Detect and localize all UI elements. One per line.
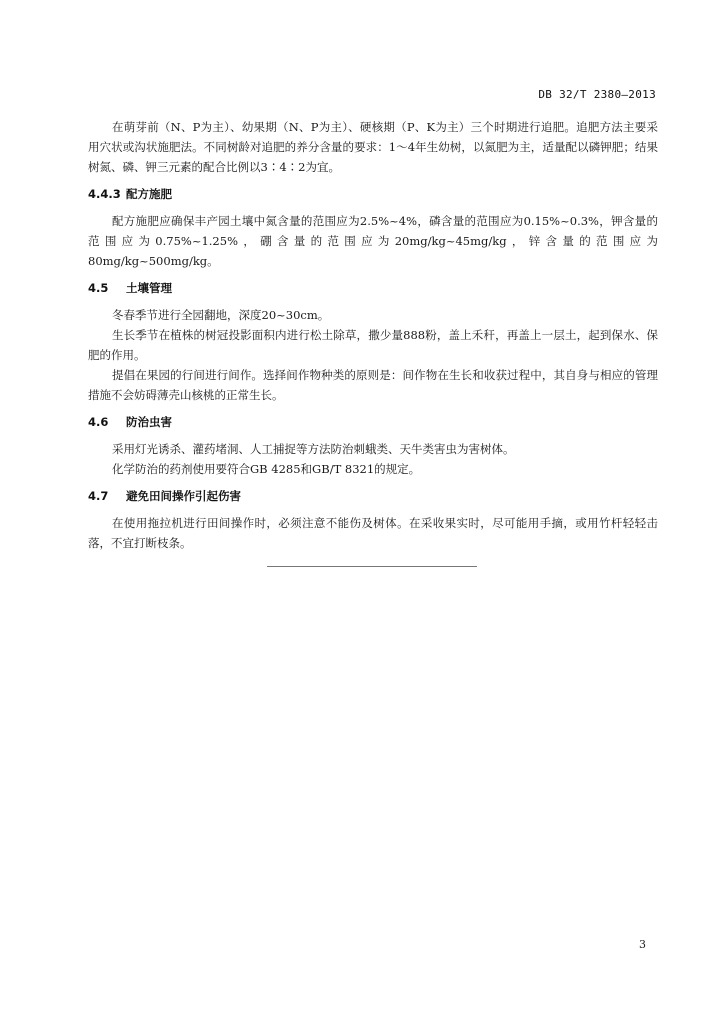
section-title: 土壤管理 — [126, 281, 172, 295]
section-number: 4.5 — [88, 281, 109, 295]
section-heading-4-4-3 — [88, 184, 658, 204]
formula-fertilization-paragraph: 配方施肥应确保丰产园土壤中氮含量的范围应为2.5%~4%，磷含量的范围应为0.15%~0.3%，钾含量的范围应为0.75%~1.25%，硼含量的范围应为20mg/kg~45mg/kg，锌含量的范围应为80mg/kg~500mg/kg。 — [88, 214, 658, 268]
section-number: 4.4.3 — [88, 187, 121, 201]
section-number: 4.6 — [88, 415, 109, 429]
page-body — [88, 117, 658, 553]
intro-paragraph: 在萌芽前（N、P为主）、幼果期（N、P为主）、硬核期（P、K为主）三个时期进行追肥。追肥方法主要采用穴状或沟状施肥法。不同树龄对追肥的养分含量的要求：1～4年生幼树，以氮肥为主，适量配以磷钾肥；结果树氮、磷、钾三元素的配合比例以3∶4∶2为宜。 — [88, 120, 658, 174]
end-divider — [267, 566, 477, 567]
section-title: 配方施肥 — [126, 187, 172, 201]
pest-paragraph-1: 采用灯光诱杀、灌药堵洞、人工捕捉等方法防治刺蛾类、天牛类害虫为害树体。 — [112, 442, 515, 456]
section-number: 4.7 — [88, 489, 109, 503]
section-heading-4-5 — [88, 278, 658, 298]
section-heading-4-6 — [88, 412, 658, 432]
page-number: 3 — [639, 938, 646, 951]
pest-paragraph-2: 化学防治的药剂使用要符合GB 4285和GB/T 8321的规定。 — [112, 462, 421, 476]
section-title: 避免田间操作引起伤害 — [126, 489, 241, 503]
section-title: 防治虫害 — [126, 415, 172, 429]
soil-paragraph-3: 提倡在果园的行间进行间作。选择间作物种类的原则是：间作物在生长和收获过程中，其自身与相应的管理措施不会妨碍薄壳山核桃的正常生长。 — [88, 368, 658, 402]
soil-paragraph-1: 冬春季节进行全园翻地，深度20~30cm。 — [112, 308, 330, 322]
soil-paragraph-2: 生长季节在植株的树冠投影面积内进行松土除草，撒少量888粉，盖上禾秆，再盖上一层土，起到保水、保肥的作用。 — [88, 328, 658, 362]
document-code-header: DB 32/T 2380—2013 — [538, 88, 656, 101]
section-heading-4-7 — [88, 486, 658, 506]
field-operation-paragraph: 在使用拖拉机进行田间操作时，必须注意不能伤及树体。在采收果实时，尽可能用手摘，或用竹杆轻轻击落，不宜打断枝条。 — [88, 516, 658, 550]
